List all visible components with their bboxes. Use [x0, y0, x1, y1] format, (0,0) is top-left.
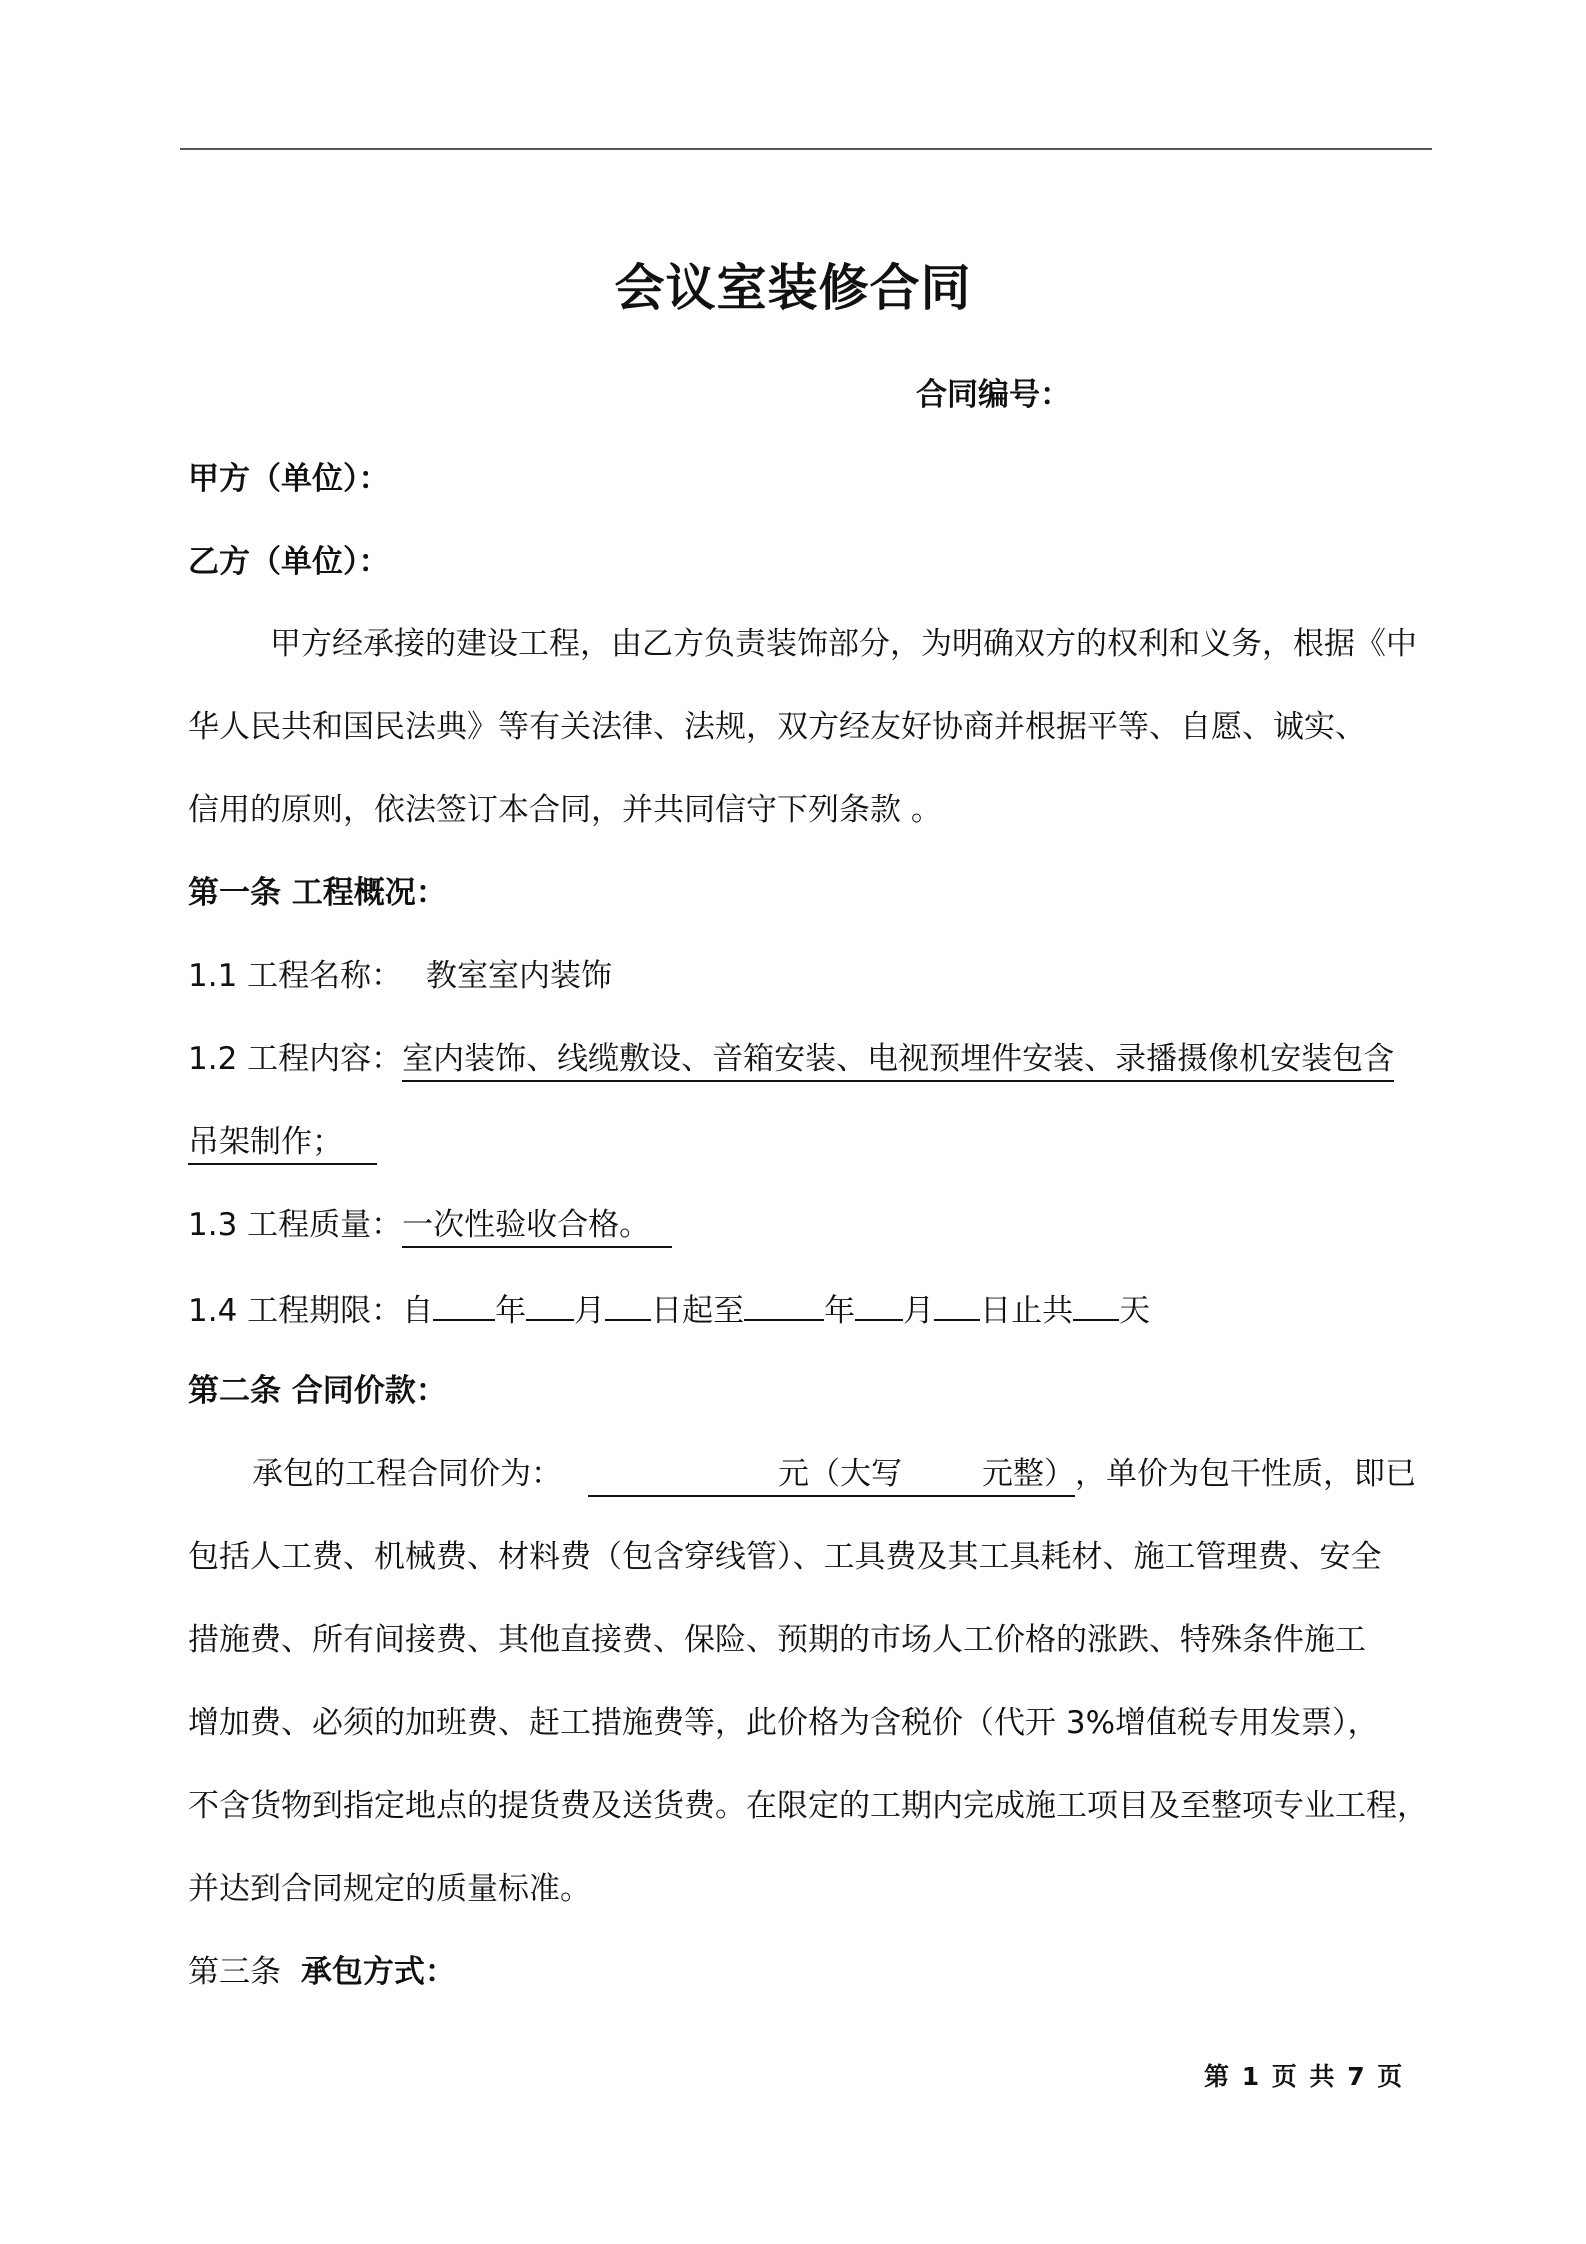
item-1-2-cont — [188, 1121, 377, 1165]
party-b-label: 乙方（单位）： — [188, 544, 390, 580]
blank-start-month[interactable] — [526, 1287, 574, 1321]
price-label: 承包的工程合同价为： — [252, 1456, 562, 1492]
article3-heading — [188, 1951, 456, 1993]
date-from: 自 — [402, 1293, 434, 1329]
price-amount-field[interactable] — [588, 1453, 1075, 1497]
item-1-3-label: 1.3 工程质量： — [188, 1207, 403, 1243]
blank-total-days[interactable] — [1073, 1287, 1119, 1321]
page-footer: 第 1 页 共 7 页 — [1204, 2062, 1405, 2091]
date-day-2-total: 日止共 — [980, 1293, 1074, 1329]
blank-end-year[interactable] — [744, 1287, 824, 1321]
blank-start-day[interactable] — [605, 1287, 651, 1321]
article2-line-1 — [252, 1453, 1416, 1497]
price-zheng-text: 元整） — [982, 1456, 1075, 1492]
preamble-line-1: 甲方经承接的建设工程，由乙方负责装饰部分，为明确双方的权利和义务，根据《中 — [270, 626, 1417, 662]
article2-line-5: 不含货物到指定地点的提货费及送货费。在限定的工期内完成施工项目及至整项专业工程， — [188, 1788, 1428, 1824]
header-rule — [180, 148, 1432, 150]
item-1-3-value: 一次性验收合格。 — [402, 1204, 672, 1248]
price-description: ，单价为包干性质，即已 — [1075, 1456, 1416, 1492]
article2-line-4: 增加费、必须的加班费、赶工措施费等，此价格为含税价（代开 3%增值税专用发票）， — [188, 1705, 1379, 1741]
article3-title: 承包方式： — [300, 1954, 456, 1990]
item-1-2-value-line2: 吊架制作； — [188, 1121, 377, 1165]
item-1-1 — [188, 955, 612, 997]
preamble-line-2: 华人民共和国民法典》等有关法律、法规，双方经友好协商并根据平等、自愿、诚实、 — [188, 709, 1366, 745]
date-month-2: 月 — [903, 1293, 935, 1329]
item-1-2 — [188, 1038, 1394, 1082]
item-1-3 — [188, 1204, 672, 1248]
blank-end-month[interactable] — [855, 1287, 903, 1321]
item-1-1-value: 教室室内装饰 — [426, 958, 613, 994]
article2-line-3: 措施费、所有间接费、其他直接费、保险、预期的市场人工价格的涨跌、特殊条件施工 — [188, 1622, 1366, 1658]
blank-end-day[interactable] — [934, 1287, 980, 1321]
item-1-4 — [188, 1287, 1150, 1332]
item-1-4-label: 1.4 工程期限： — [188, 1293, 403, 1329]
item-1-2-label: 1.2 工程内容： — [188, 1041, 403, 1077]
date-days: 天 — [1119, 1293, 1151, 1329]
article2-line-2: 包括人工费、机械费、材料费（包含穿线管）、工具费及其工具耗材、施工管理费、安全 — [188, 1539, 1382, 1575]
date-year-2: 年 — [824, 1293, 856, 1329]
article2-heading: 第二条 合同价款： — [188, 1373, 447, 1409]
contract-number-label: 合同编号： — [916, 377, 1071, 413]
date-day-1-to: 日起至 — [651, 1293, 745, 1329]
item-1-2-value-line1: 室内装饰、线缆敷设、音箱安装、电视预埋件安装、录播摄像机安装包含 — [402, 1038, 1394, 1082]
date-month-1: 月 — [574, 1293, 606, 1329]
article1-heading: 第一条 工程概况： — [188, 875, 447, 911]
blank-start-year[interactable] — [433, 1287, 495, 1321]
date-year-1: 年 — [495, 1293, 527, 1329]
article3-number: 第三条 — [188, 1954, 281, 1990]
preamble-line-3: 信用的原则，依法签订本合同，并共同信守下列条款 。 — [188, 792, 942, 828]
document-title: 会议室装修合同 — [614, 259, 972, 317]
article2-line-6: 并达到合同规定的质量标准。 — [188, 1871, 591, 1907]
party-a-label: 甲方（单位）： — [188, 461, 390, 497]
item-1-1-label: 1.1 工程名称： — [188, 958, 403, 994]
price-yuan-text: 元（大写 — [778, 1456, 902, 1492]
